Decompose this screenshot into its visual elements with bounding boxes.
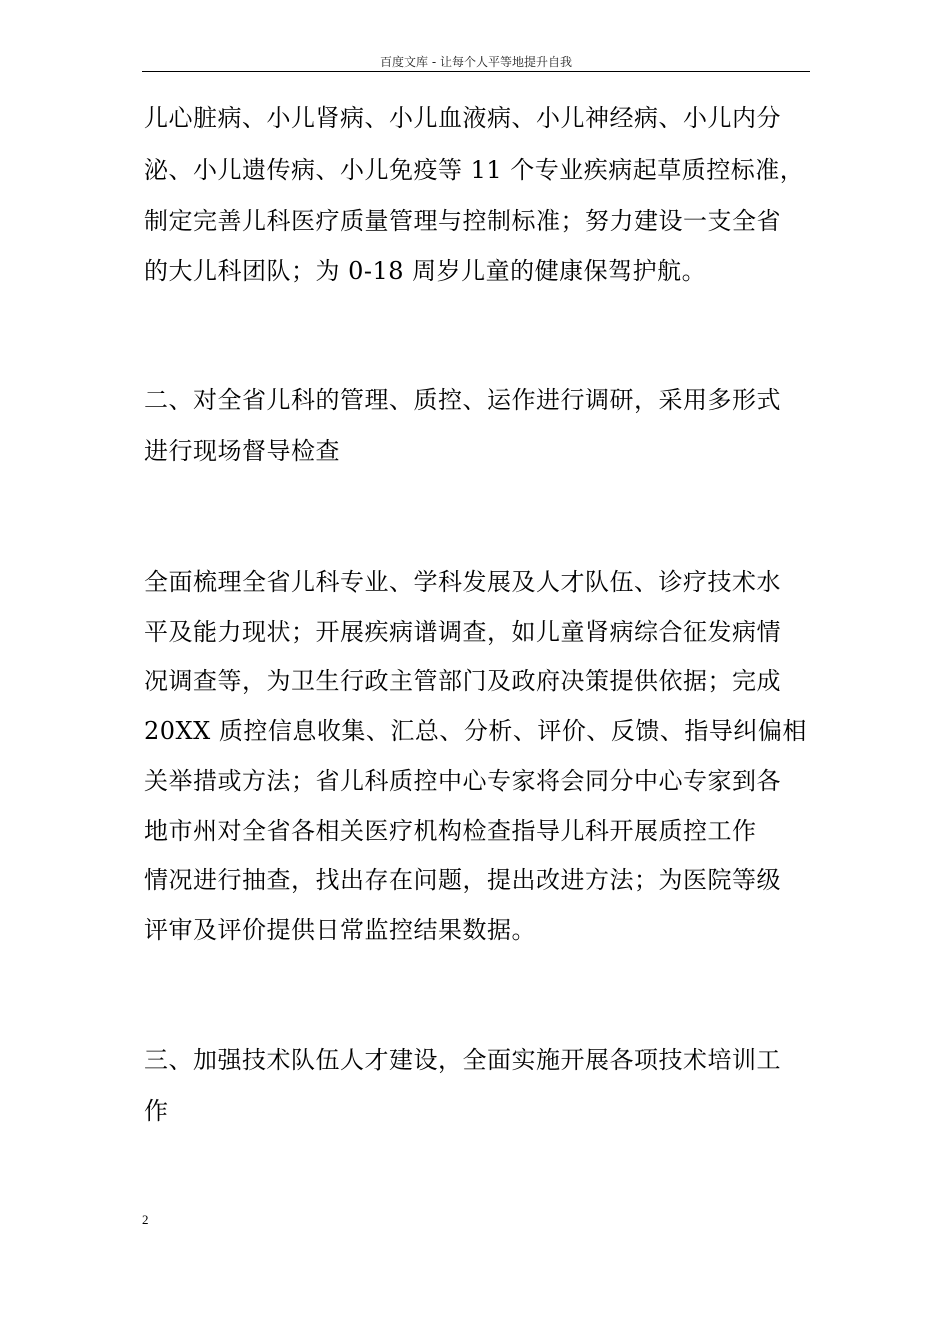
paragraph-2-line-5: 关举措或方法；省儿科质控中心专家将会同分中心专家到各 [144, 767, 781, 795]
paragraph-1-line-1: 儿心脏病、小儿肾病、小儿血液病、小儿神经病、小儿内分 [144, 104, 781, 132]
paragraph-2-line-1: 全面梳理全省儿科专业、学科发展及人才队伍、诊疗技术水 [144, 568, 781, 596]
header-divider [142, 71, 810, 72]
section-heading-3-line-2: 作 [144, 1097, 169, 1125]
paragraph-2-line-6: 地市州对全省各相关医疗机构检查指导儿科开展质控工作 [144, 817, 757, 845]
section-heading-3-line-1: 三、加强技术队伍人才建设，全面实施开展各项技术培训工 [144, 1046, 781, 1074]
paragraph-2-line-7: 情况进行抽查，找出存在问题，提出改进方法；为医院等级 [144, 866, 781, 894]
section-heading-2-line-1: 二、对全省儿科的管理、质控、运作进行调研，采用多形式 [144, 386, 781, 414]
paragraph-1-line-2: 泌、小儿遗传病、小儿免疫等 11 个专业疾病起草质控标准， [144, 156, 805, 184]
paragraph-2-line-3: 况调查等，为卫生行政主管部门及政府决策提供依据；完成 [144, 667, 781, 695]
section-heading-2-line-2: 进行现场督导检查 [144, 437, 340, 465]
paragraph-2-line-8: 评审及评价提供日常监控结果数据。 [144, 916, 536, 944]
paragraph-1-line-3: 制定完善儿科医疗质量管理与控制标准；努力建设一支全省 [144, 207, 781, 235]
paragraph-2-line-4: 20XX 质控信息收集、汇总、分析、评价、反馈、指导纠偏相 [144, 717, 807, 745]
paragraph-2-line-2: 平及能力现状；开展疾病谱调查，如儿童肾病综合征发病情 [144, 618, 781, 646]
page-number: 2 [142, 1212, 149, 1227]
page-header: 百度文库 - 让每个人平等地提升自我 [380, 55, 572, 69]
paragraph-1-line-4: 的大儿科团队；为 0-18 周岁儿童的健康保驾护航。 [144, 257, 707, 285]
